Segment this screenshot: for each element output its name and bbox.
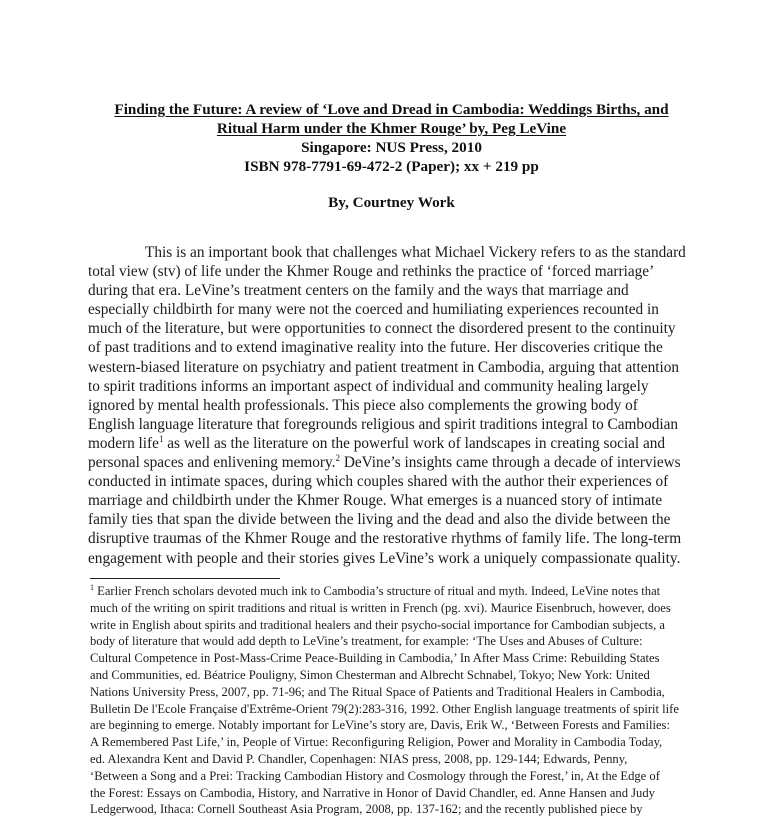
footnote-line: and Communities, ed. Béatrice Pouligny, Simon Chesterman and Albrecht Schnabel, Tokyo; New York: United (90, 667, 650, 682)
review-title-line-1: Finding the Future: A review of ‘Love and Dread in Cambodia: Weddings Births, and (114, 101, 669, 118)
footnote-reference-1[interactable]: 1 (158, 433, 164, 444)
footnote-line: much of the writing on spirit traditions and ritual is written in French (pg. xvi). Maurice Eisenbruch, however, does (90, 600, 671, 615)
body-line: conducted in intimate spaces, during which couples shared with the author their experiences of (88, 473, 669, 491)
footnote-line: the Forest: Essays on Cambodia, History, and Narrative in Honor of David Chandler, ed. Anne Hansen and Judy (90, 785, 655, 800)
body-line: engagement with people and their stories gives LeVine’s work a uniquely compassionate quality. (88, 549, 681, 567)
footnote-reference-2[interactable]: 2 (335, 453, 341, 464)
footnote-line: Cultural Competence in Post-Mass-Crime Peace-Building in Cambodia,’ In After Mass Crime: Rebuilding States (90, 651, 660, 666)
footnote-1 (90, 583, 716, 818)
footnote-line: ed. Alexandra Kent and David P. Chandler, Copenhagen: NIAS press, 2008, pp. 129-144; Edwards, Penny, (90, 751, 628, 766)
footnote-line: body of literature that would add depth to LeVine’s treatment, for example: ‘The Uses and Abuses of Culture: (90, 634, 643, 649)
body-line: especially childbirth for many were not the coerced and humiliating experiences recounted in (88, 301, 659, 319)
document-header (60, 100, 723, 212)
body-line: English language literature that foregrounds religious and spirit traditions integral to Cambodian (88, 415, 679, 433)
isbn-info: ISBN 978-7791-69-472-2 (Paper); xx + 219 pp (244, 158, 539, 175)
footnote-line: ‘Between a Song and a Prei: Tracking Cambodian History and Cosmology through the Forest,’ in, At the Edge of (90, 768, 660, 783)
body-line (88, 434, 714, 453)
body-line: western-biased literature on psychiatry and patient treatment in Cambodia, arguing that attention (88, 358, 680, 376)
footnote-text-fragment: Earlier French scholars devoted much ink to Cambodia’s structure of ritual and myth. Indeed, LeVine notes that (94, 584, 661, 598)
body-text-fragment: personal spaces and enlivening memory. (88, 454, 336, 472)
author-byline: By, Courtney Work (328, 194, 455, 211)
footnote-line: Bulletin De l'Ecole Française d'Extrême-Orient 79(2):283-316, 1992. Other English language treatments of spirit life (90, 701, 679, 716)
footnote-line: A Remembered Past Life,’ in, People of Virtue: Reconfiguring Religion, Power and Morality in Cambodia Today, (90, 735, 663, 750)
body-line: disruptive traumas of the Khmer Rouge and the restorative rhythms of family life. The long-term (88, 530, 682, 548)
footnote-line (90, 583, 716, 600)
body-line: during that era. LeVine’s treatment centers on the family and the ways that marriage and (88, 282, 629, 300)
footnote-line: Nations University Press, 2007, pp. 71-96; and The Ritual Space of Patients and Traditional Healers in Cambodia, (90, 684, 665, 699)
body-line: ignored by mental health professionals. This piece also complements the growing body of (88, 396, 638, 414)
body-line: family ties that span the divide between the living and the dead and also the divide between the (88, 511, 671, 529)
body-text-fragment: as well as the literature on the powerful work of landscapes in creating social and (163, 434, 666, 452)
footnote-separator (90, 578, 280, 579)
body-line: This is an important book that challenges what Michael Vickery refers to as the standard (145, 244, 686, 261)
body-text-fragment: DeVine’s insights came through a decade of interviews (340, 454, 681, 472)
footnote-number: 1 (90, 583, 94, 592)
body-line: much of the literature, but were opportunities to connect the disordered present to the continuity (88, 320, 676, 338)
review-body-paragraph (88, 243, 714, 568)
footnote-line: are beginning to emerge. Notably important for LeVine’s story are, Davis, Erik W., ‘Between Forests and Families: (90, 718, 670, 733)
body-line: total view (stv) of life under the Khmer Rouge and rethinks the practice of ‘forced marriage’ (88, 263, 655, 281)
body-line: marriage and childbirth under the Khmer Rouge. What emerges is a nuanced story of intimate (88, 492, 663, 510)
body-text-fragment: modern life (88, 434, 159, 452)
body-line (88, 453, 714, 472)
body-line: to spirit traditions informs an important aspect of individual and community healing largely (88, 377, 649, 395)
review-title-line-2: Ritual Harm under the Khmer Rouge’ by, Peg LeVine (216, 120, 567, 137)
body-line: of past traditions and to extend imaginative reality into the future. Her discoveries critique the (88, 339, 663, 357)
footnote-line: write in English about spirits and traditional healers and their psycho-social importance for Cambodian subjects, a (90, 617, 665, 632)
footnote-line: Ledgerwood, Ithaca: Cornell Southeast Asia Program, 2008, pp. 137-162; and the recently published piece by (90, 802, 643, 817)
publisher-info: Singapore: NUS Press, 2010 (301, 139, 482, 156)
